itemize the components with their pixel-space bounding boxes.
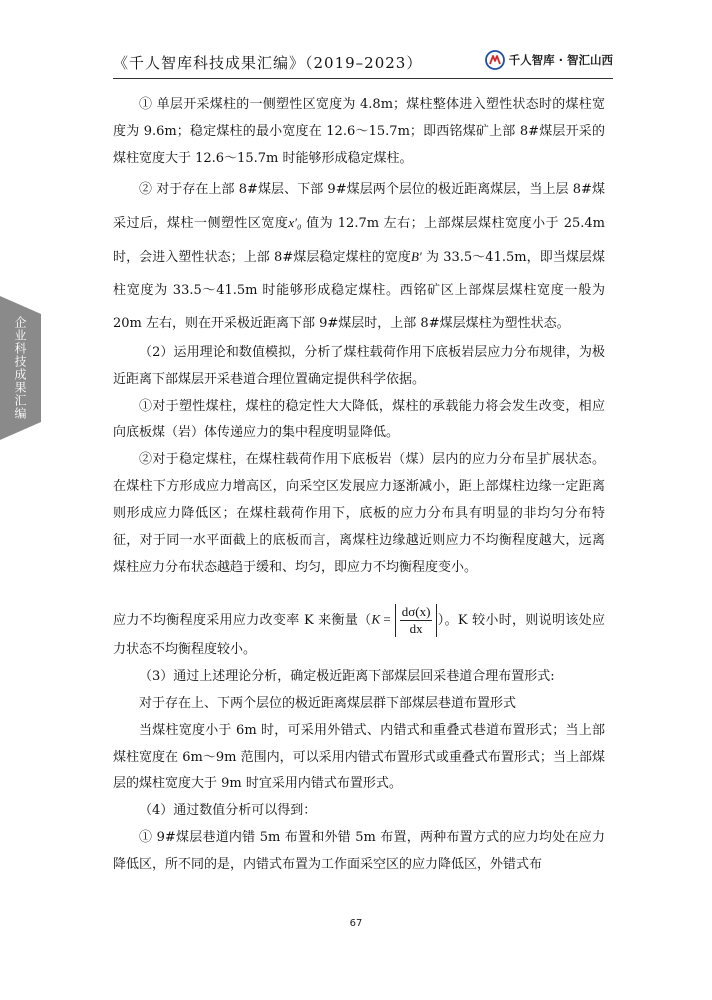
math-symbol: x′₀ <box>288 214 302 230</box>
formula <box>371 604 437 637</box>
brand-logo-icon <box>485 50 505 70</box>
page-number: 67 <box>349 918 363 929</box>
text-run: 为 33.5～41.5m，即当煤层煤柱宽度为 33.5～41.5m 时能够形成稳定煤柱。西铭矿区上部煤层煤柱宽度一般为 20m 左右，则在开采极近距离下部 9#煤层时，上部 8#煤层煤柱为塑性状态。 <box>113 249 606 331</box>
body-text <box>113 92 605 879</box>
paragraph-with-formula <box>113 582 605 664</box>
formula-numerator: dσ(x) <box>401 603 431 619</box>
header-title: 《千人智库科技成果汇编》（2019–2023） <box>113 54 423 72</box>
paragraph: 当煤柱宽度小于 6m 时，可采用外错式、内错式和重叠式巷道布置形式；当上部煤柱宽度在 6m～9m 范围内，可以采用内错式布置形式或重叠式布置形式；当上部煤层的煤柱宽度大于 9m 时宜采用内错式布置形式。 <box>113 722 605 792</box>
header-brand <box>485 50 613 70</box>
formula-denominator: dx <box>409 620 423 636</box>
paragraph: （2）运用理论和数值模拟，分析了煤柱载荷作用下底板岩层应力分布规律，为极近距离下部煤层开采巷道合理位置确定提供科学依据。 <box>113 344 605 387</box>
brand-text: 千人智库 · 智汇山西 <box>508 53 613 67</box>
paragraph: ①对于塑性煤柱，煤柱的稳定性大大降低，煤柱的承载能力将会发生改变，相应向底板煤（岩）体传递应力的集中程度明显降低。 <box>113 398 605 441</box>
formula-eq: = <box>383 611 391 627</box>
text-run: 值为 12.7m 左右；上部煤层煤柱宽度小于 25.4m 时，会进入塑性状态；上部 8#煤层稳定煤柱的宽度 <box>113 215 605 265</box>
paragraph: ① 单层开采煤柱的一侧塑性区宽度为 4.8m；煤柱整体进入塑性状态时的煤柱宽度为 9.6m；稳定煤柱的最小宽度在 12.6～15.7m；即西铭煤矿上部 8#煤层开采的煤柱宽度大于 12.6～15.7m 时能够形成稳定煤柱。 <box>113 97 605 166</box>
formula-fraction <box>400 604 433 637</box>
paragraph: 对于存在上、下两个层位的极近距离煤层群下部煤层巷道布置形式 <box>139 695 517 711</box>
paragraph: （3）通过上述理论分析，确定极近距离下部煤层回采巷道合理布置形式: <box>139 668 555 684</box>
text-run: ② 对于存在上部 8#煤层、下部 9#煤层两个层位的极近距离煤层，当上层 8#煤采过后，煤柱一侧塑性区宽度 <box>113 181 605 231</box>
side-tab-label: 企业科技成果汇编 <box>13 316 27 420</box>
math-symbol: B′ <box>410 248 422 264</box>
text-run: 应力不均衡程度采用应力改变率 K 来衡量（ <box>113 612 372 628</box>
side-tab-label-wrap <box>0 296 41 440</box>
formula-lhs: K <box>371 611 381 627</box>
paragraph <box>113 173 605 340</box>
paragraph: ① 9#煤层巷道内错 5m 布置和外错 5m 布置，两种布置方式的应力均处在应力降低区，所不同的是，内错式布置为工作面采空区的应力降低区，外错式布 <box>113 830 605 873</box>
header-divider <box>113 78 613 79</box>
paragraph: ②对于稳定煤柱，在煤柱载荷作用下底板岩（煤）层内的应力分布呈扩展状态。在煤柱下方形成应力增高区，向采空区发展应力逐渐减小，距上部煤柱边缘一定距离则形成应力降低区；在煤柱载荷作用下，底板的应力分布具有明显的非均匀分布特征，对于同一水平面截上的底板而言，离煤柱边缘越近则应力不均衡程度越大，远离煤柱应力分布状态越趋于缓和、均匀，即应力不均衡程度变小。 <box>113 452 605 575</box>
formula-abs <box>395 604 438 637</box>
paragraph: （4）通过数值分析可以得到： <box>139 803 317 819</box>
page-header <box>113 50 613 76</box>
text-run: ）。K 较小时，则说明该处应力状态不均衡程度较小。 <box>113 612 605 657</box>
